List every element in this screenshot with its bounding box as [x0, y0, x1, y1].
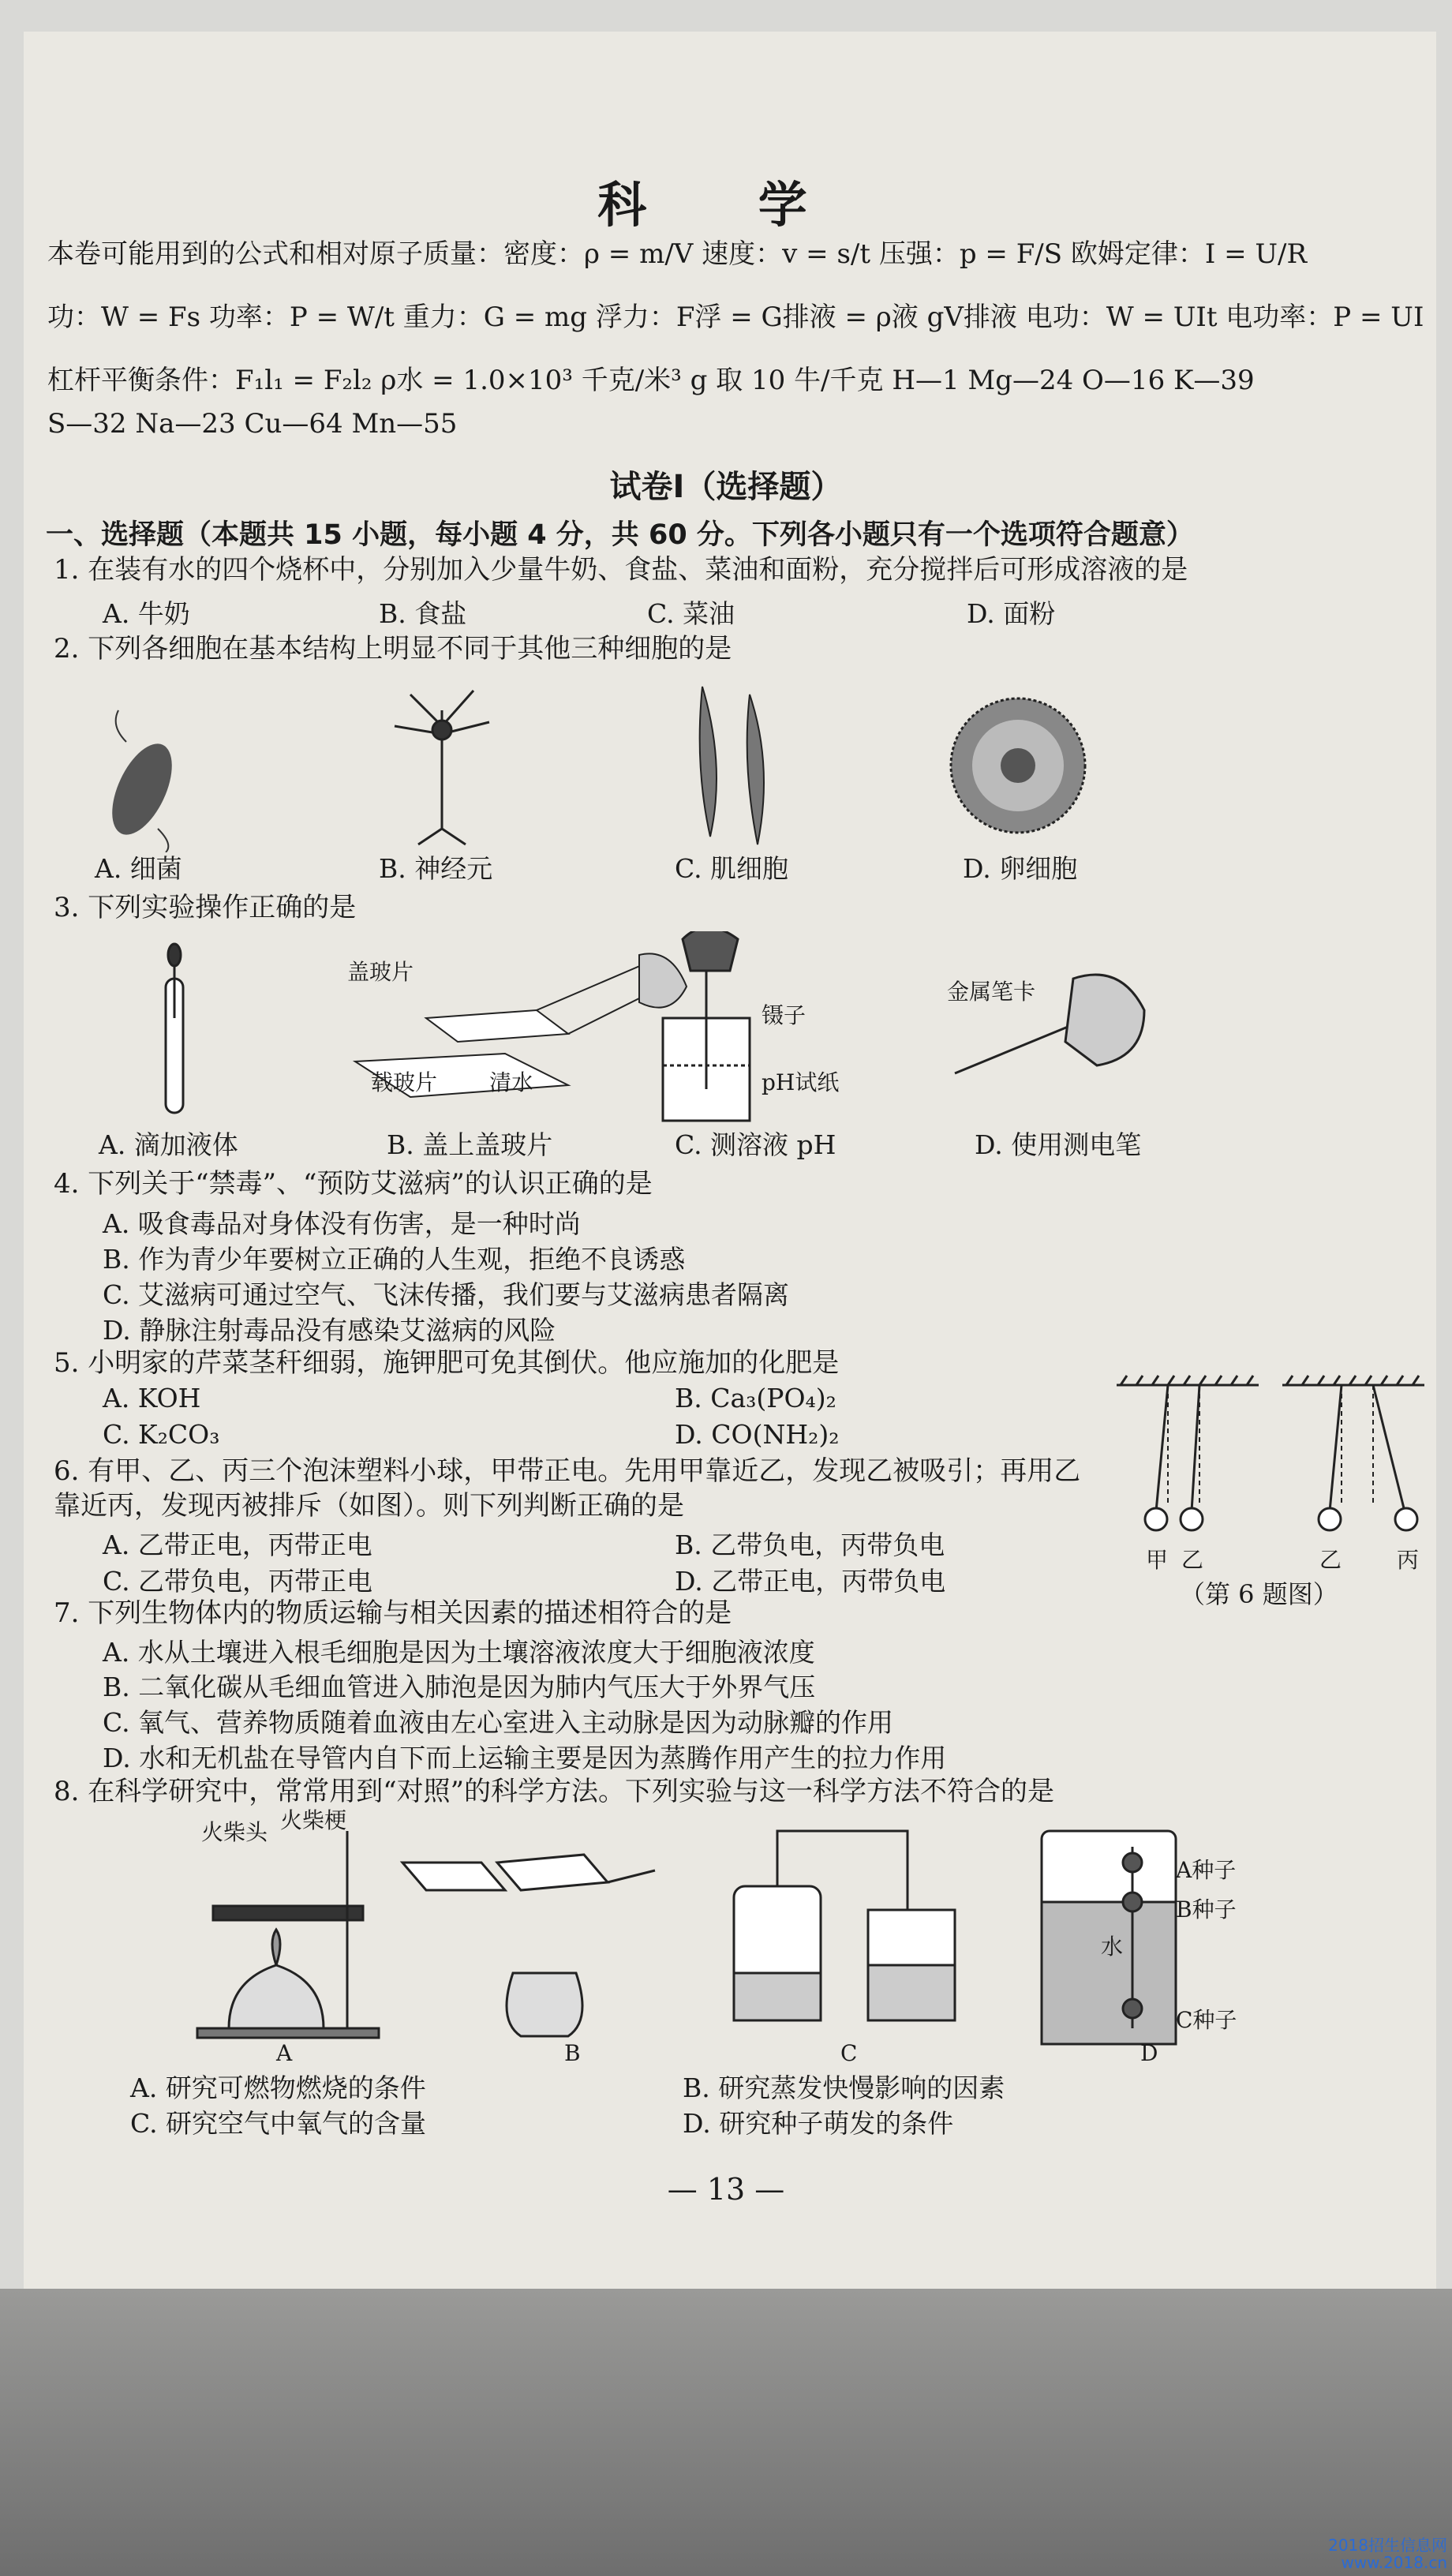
label-pen-cap: 金属笔卡	[947, 979, 1036, 1005]
formula-line-2: 功：W = Fs 功率：P = W/t 重力：G = mg 浮力：F浮 = G排液 = ρ液 gV排液 电功：W = UIt 电功率：P = UI	[47, 301, 1424, 333]
ball-label-yi-right: 乙	[1319, 1547, 1342, 1573]
question-4-stem: 4. 下列关于“禁毒”、“预防艾滋病”的认识正确的是	[54, 1168, 653, 1200]
label-seed-b: B种子	[1176, 1896, 1237, 1923]
label-match-head: 火柴头	[201, 1819, 268, 1845]
q7-option-a: A. 水从土壤进入根毛细胞是因为土壤溶液浓度大于细胞液浓度	[103, 1637, 815, 1668]
q8-option-b: B. 研究蒸发快慢影响的因素	[683, 2072, 1005, 2103]
label-water-beaker: 水	[1101, 1934, 1124, 1960]
neuron-figure	[395, 691, 489, 844]
background-surface	[0, 2289, 1452, 2576]
ball-label-jia: 甲	[1146, 1547, 1169, 1573]
q2-option-d: D. 卵细胞	[963, 853, 1078, 884]
formula-line-1: 本卷可能用到的公式和相对原子质量：密度：ρ = m/V 速度：v = s/t 压强：p = F/S 欧姆定律：I = U/R	[47, 238, 1308, 270]
label-match-stick: 火柴梗	[280, 1807, 347, 1833]
q2-option-a: A. 细菌	[95, 853, 182, 884]
question-1-stem: 1. 在装有水的四个烧杯中，分别加入少量牛奶、食盐、菜油和面粉，充分搅拌后可形成溶液的是	[54, 554, 1188, 586]
figure-letter-d: D	[1140, 2040, 1158, 2066]
q2-option-b: B. 神经元	[379, 853, 493, 884]
q8-option-d: D. 研究种子萌发的条件	[683, 2108, 954, 2139]
q3-option-d: D. 使用测电笔	[975, 1129, 1142, 1160]
page-number: — 13 —	[667, 2172, 785, 2207]
q2-cell-figures	[95, 679, 1121, 852]
oxygen-content-setup-figure	[734, 1831, 955, 2020]
formula-line-3: 杠杆平衡条件：F₁l₁ = F₂l₂ ρ水 = 1.0×10³ 千克/米³ g 取 10 牛/千克 H—1 Mg—24 O—16 K—39	[47, 365, 1255, 396]
ph-test-figure	[663, 931, 750, 1121]
q7-option-c: C. 氧气、营养物质随着血液由左心室进入主动脉是因为动脉瓣的作用	[103, 1707, 894, 1738]
section-instruction: 一、选择题（本题共 15 小题，每小题 4 分，共 60 分。下列各小题只有一个选项符合题意）	[46, 519, 1194, 551]
q1-option-a: A. 牛奶	[103, 598, 190, 629]
egg-cell-figure	[951, 698, 1085, 833]
q4-option-d: D. 静脉注射毒品没有感染艾滋病的风险	[103, 1315, 556, 1346]
q3-operation-figures	[95, 931, 1160, 1129]
q4-option-a: A. 吸食毒品对身体没有伤害，是一种时尚	[103, 1208, 581, 1239]
q1-option-c: C. 菜油	[647, 598, 735, 629]
label-tweezers: 镊子	[762, 1002, 806, 1028]
figure-letter-a: A	[276, 2040, 293, 2066]
question-3-stem: 3. 下列实验操作正确的是	[54, 892, 357, 923]
q6-option-c: C. 乙带负电，丙带正电	[103, 1566, 373, 1597]
figure-letter-c: C	[840, 2040, 858, 2066]
ball-label-yi-left: 乙	[1181, 1547, 1204, 1573]
q4-option-b: B. 作为青少年要树立正确的人生观，拒绝不良诱惑	[103, 1244, 686, 1275]
watermark-line-1: 2018招生信息网	[1328, 2536, 1447, 2555]
q6-option-a: A. 乙带正电，丙带正电	[103, 1530, 372, 1560]
label-ph-paper: pH试纸	[762, 1069, 840, 1095]
watermark	[1328, 2537, 1447, 2571]
bacteria-figure	[100, 710, 185, 852]
q8-option-c: C. 研究空气中氧气的含量	[130, 2108, 427, 2139]
question-6-stem-line-1: 6. 有甲、乙、丙三个泡沫塑料小球，甲带正电。先用甲靠近乙，发现乙被吸引；再用乙	[54, 1455, 1081, 1487]
label-water: 清水	[489, 1069, 534, 1095]
muscle-cell-figure	[700, 687, 764, 844]
evaporation-setup-figure	[402, 1855, 655, 2036]
test-tube-dropper-figure	[166, 944, 183, 1113]
ball-label-bing: 丙	[1397, 1547, 1420, 1573]
q5-option-a: A. KOH	[103, 1383, 201, 1413]
q6-figure-caption: （第 6 题图）	[1180, 1579, 1338, 1609]
q8-option-a: A. 研究可燃物燃烧的条件	[130, 2072, 426, 2103]
q6-pendulum-figure	[1113, 1365, 1428, 1547]
q5-option-b: B. Ca₃(PO₄)₂	[675, 1383, 836, 1413]
q6-option-d: D. 乙带正电，丙带负电	[675, 1566, 946, 1597]
question-7-stem: 7. 下列生物体内的物质运输与相关因素的描述相符合的是	[54, 1597, 732, 1629]
q7-option-b: B. 二氧化碳从毛细血管进入肺泡是因为肺内气压大于外界气压	[103, 1672, 816, 1702]
q6-option-b: B. 乙带负电，丙带负电	[675, 1530, 945, 1560]
q3-option-b: B. 盖上盖玻片	[387, 1129, 553, 1160]
figure-letter-b: B	[564, 2040, 581, 2066]
label-seed-a: A种子	[1176, 1857, 1237, 1883]
q3-option-a: A. 滴加液体	[99, 1129, 238, 1160]
question-5-stem: 5. 小明家的芹菜茎秆细弱，施钾肥可免其倒伏。他应施加的化肥是	[54, 1347, 840, 1379]
label-slide: 载玻片	[371, 1069, 438, 1095]
q5-option-d: D. CO(NH₂)₂	[675, 1419, 840, 1450]
q1-option-d: D. 面粉	[967, 598, 1056, 629]
label-coverslip: 盖玻片	[347, 959, 414, 985]
q1-option-b: B. 食盐	[379, 598, 467, 629]
q4-option-c: C. 艾滋病可通过空气、飞沫传播，我们要与艾滋病患者隔离	[103, 1279, 790, 1310]
q3-option-c: C. 测溶液 pH	[675, 1129, 836, 1160]
q5-option-c: C. K₂CO₃	[103, 1419, 220, 1450]
section-title: 试卷Ⅰ（选择题）	[609, 469, 843, 505]
label-seed-c: C种子	[1176, 2007, 1237, 2033]
combustion-setup-figure	[197, 1831, 379, 2038]
question-8-stem: 8. 在科学研究中，常常用到“对照”的科学方法。下列实验与这一科学方法不符合的是	[54, 1776, 1055, 1807]
q8-experiment-figures	[182, 1815, 1231, 2052]
question-2-stem: 2. 下列各细胞在基本结构上明显不同于其他三种细胞的是	[54, 633, 732, 665]
question-6-stem-line-2: 靠近丙，发现丙被排斥（如图）。则下列判断正确的是	[54, 1490, 684, 1522]
q2-option-c: C. 肌细胞	[675, 853, 789, 884]
watermark-line-2: www.2018.cn	[1341, 2553, 1447, 2572]
formula-line-4: S—32 Na—23 Cu—64 Mn—55	[47, 408, 458, 440]
page-title: 科 学	[597, 176, 855, 234]
q7-option-d: D. 水和无机盐在导管内自下而上运输主要是因为蒸腾作用产生的拉力作用	[103, 1743, 947, 1773]
